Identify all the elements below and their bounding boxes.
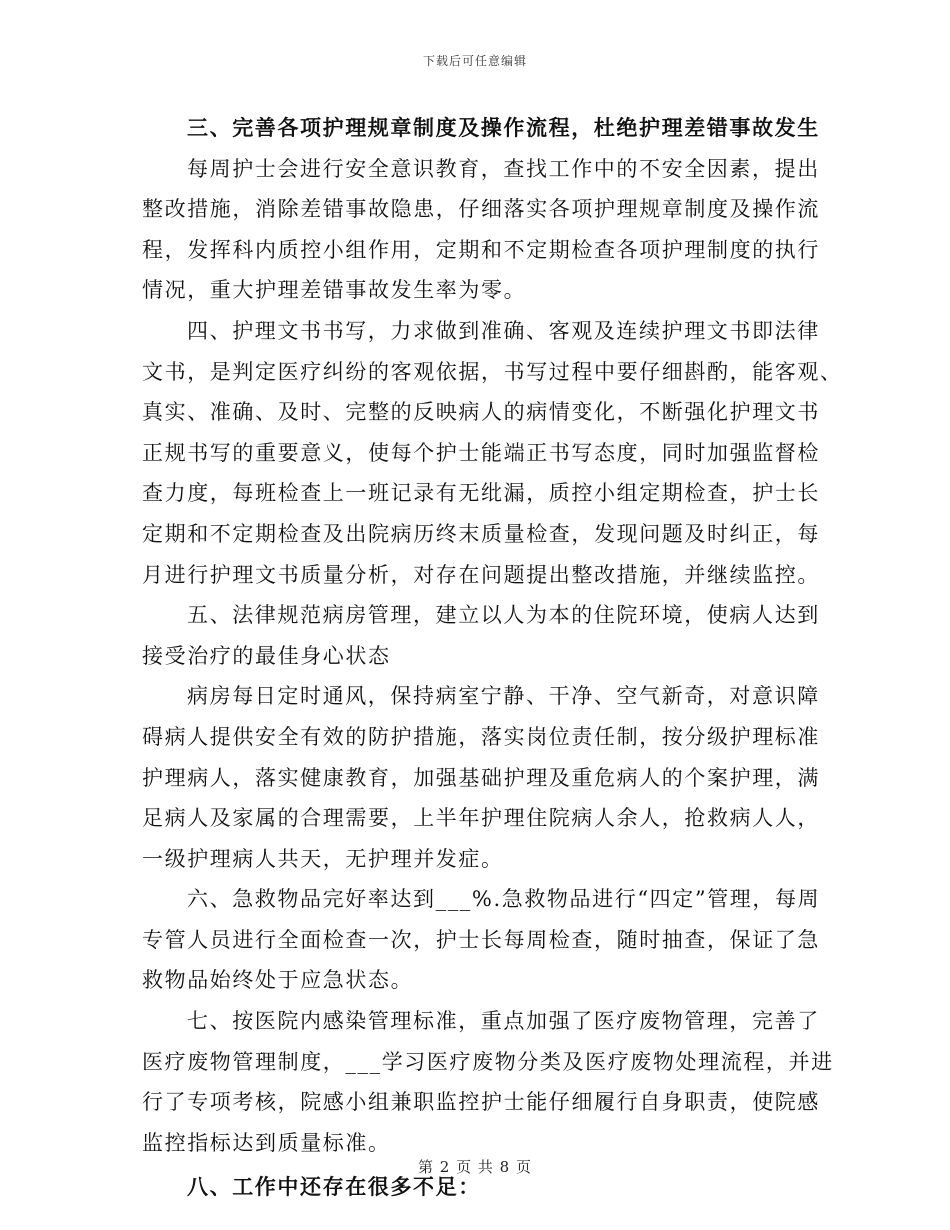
paragraph-line: 医疗废物管理制度，___学习医疗废物分类及医疗废物处理流程，并进 — [142, 1049, 834, 1074]
paragraph-line: 定期和不定期检查及出院病历终末质量检查，发现问题及时纠正，每 — [142, 521, 820, 546]
paragraph-line: 行了专项考核，院感小组兼职监控护士能仔细履行自身职责，使院感 — [142, 1090, 820, 1115]
paragraph-line: 接受治疗的最佳身心状态 — [142, 643, 391, 668]
page-footer: 第 2 页 共 8 页 — [418, 1158, 532, 1176]
section-heading-7: 七、按医院内感染管理标准，重点加强了医疗废物管理，完善了 — [187, 1009, 820, 1034]
document-body — [142, 108, 843, 1208]
paragraph-line: 月进行护理文书质量分析，对存在问题提出整改措施，并继续监控。 — [142, 562, 820, 587]
section-heading-3: 三、完善各项护理规章制度及操作流程，杜绝护理差错事故发生 — [187, 115, 820, 140]
paragraph-line: 真实、准确、及时、完整的反映病人的病情变化，不断强化护理文书 — [142, 400, 820, 425]
paragraph-line: 监控指标达到质量标准。 — [142, 1130, 391, 1155]
section-heading-8: 八、工作中还存在很多不足： — [187, 1174, 481, 1200]
paragraph-line: 救物品始终处于应急状态。 — [142, 968, 414, 993]
paragraph-line: 病房每日定时通风，保持病室宁静、干净、空气新奇，对意识障 — [187, 684, 820, 709]
paragraph-line: 足病人及家属的合理需要，上半年护理住院病人余人，抢救病人人， — [142, 806, 820, 831]
page-header: 下载后可任意编辑 — [422, 54, 527, 68]
paragraph-line: 每周护士会进行安全意识教育，查找工作中的不安全因素，提出 — [187, 156, 820, 181]
paragraph-line: 一级护理病人共天，无护理并发症。 — [142, 846, 504, 871]
paragraph-line: 正规书写的重要意义，使每个护士能端正书写态度，同时加强监督检 — [142, 440, 820, 465]
paragraph-line: 文书，是判定医疗纠纷的客观依据，书写过程中要仔细斟酌，能客观、 — [142, 359, 843, 384]
section-heading-6: 六、急救物品完好率达到___%.急救物品进行“四定”管理，每周 — [187, 887, 821, 912]
paragraph-line: 专管人员进行全面检查一次，护士长每周检查，随时抽查，保证了急 — [142, 927, 820, 952]
section-heading-4: 四、护理文书书写，力求做到准确、客观及连续护理文书即法律 — [187, 318, 820, 343]
paragraph-line: 程，发挥科内质控小组作用，定期和不定期检查各项护理制度的执行 — [142, 237, 820, 262]
paragraph-line: 整改措施，消除差错事故隐患，仔细落实各项护理规章制度及操作流 — [142, 197, 820, 222]
paragraph-line: 情况，重大护理差错事故发生率为零。 — [142, 278, 527, 303]
paragraph-line: 查力度，每班检查上一班记录有无纰漏，质控小组定期检查，护士长 — [142, 481, 820, 506]
paragraph-line: 碍病人提供安全有效的防护措施，落实岗位责任制，按分级护理标准 — [142, 724, 820, 749]
section-heading-5: 五、法律规范病房管理，建立以人为本的住院环境，使病人达到 — [187, 603, 820, 628]
paragraph-line: 护理病人，落实健康教育，加强基础护理及重危病人的个案护理，满 — [142, 765, 820, 790]
